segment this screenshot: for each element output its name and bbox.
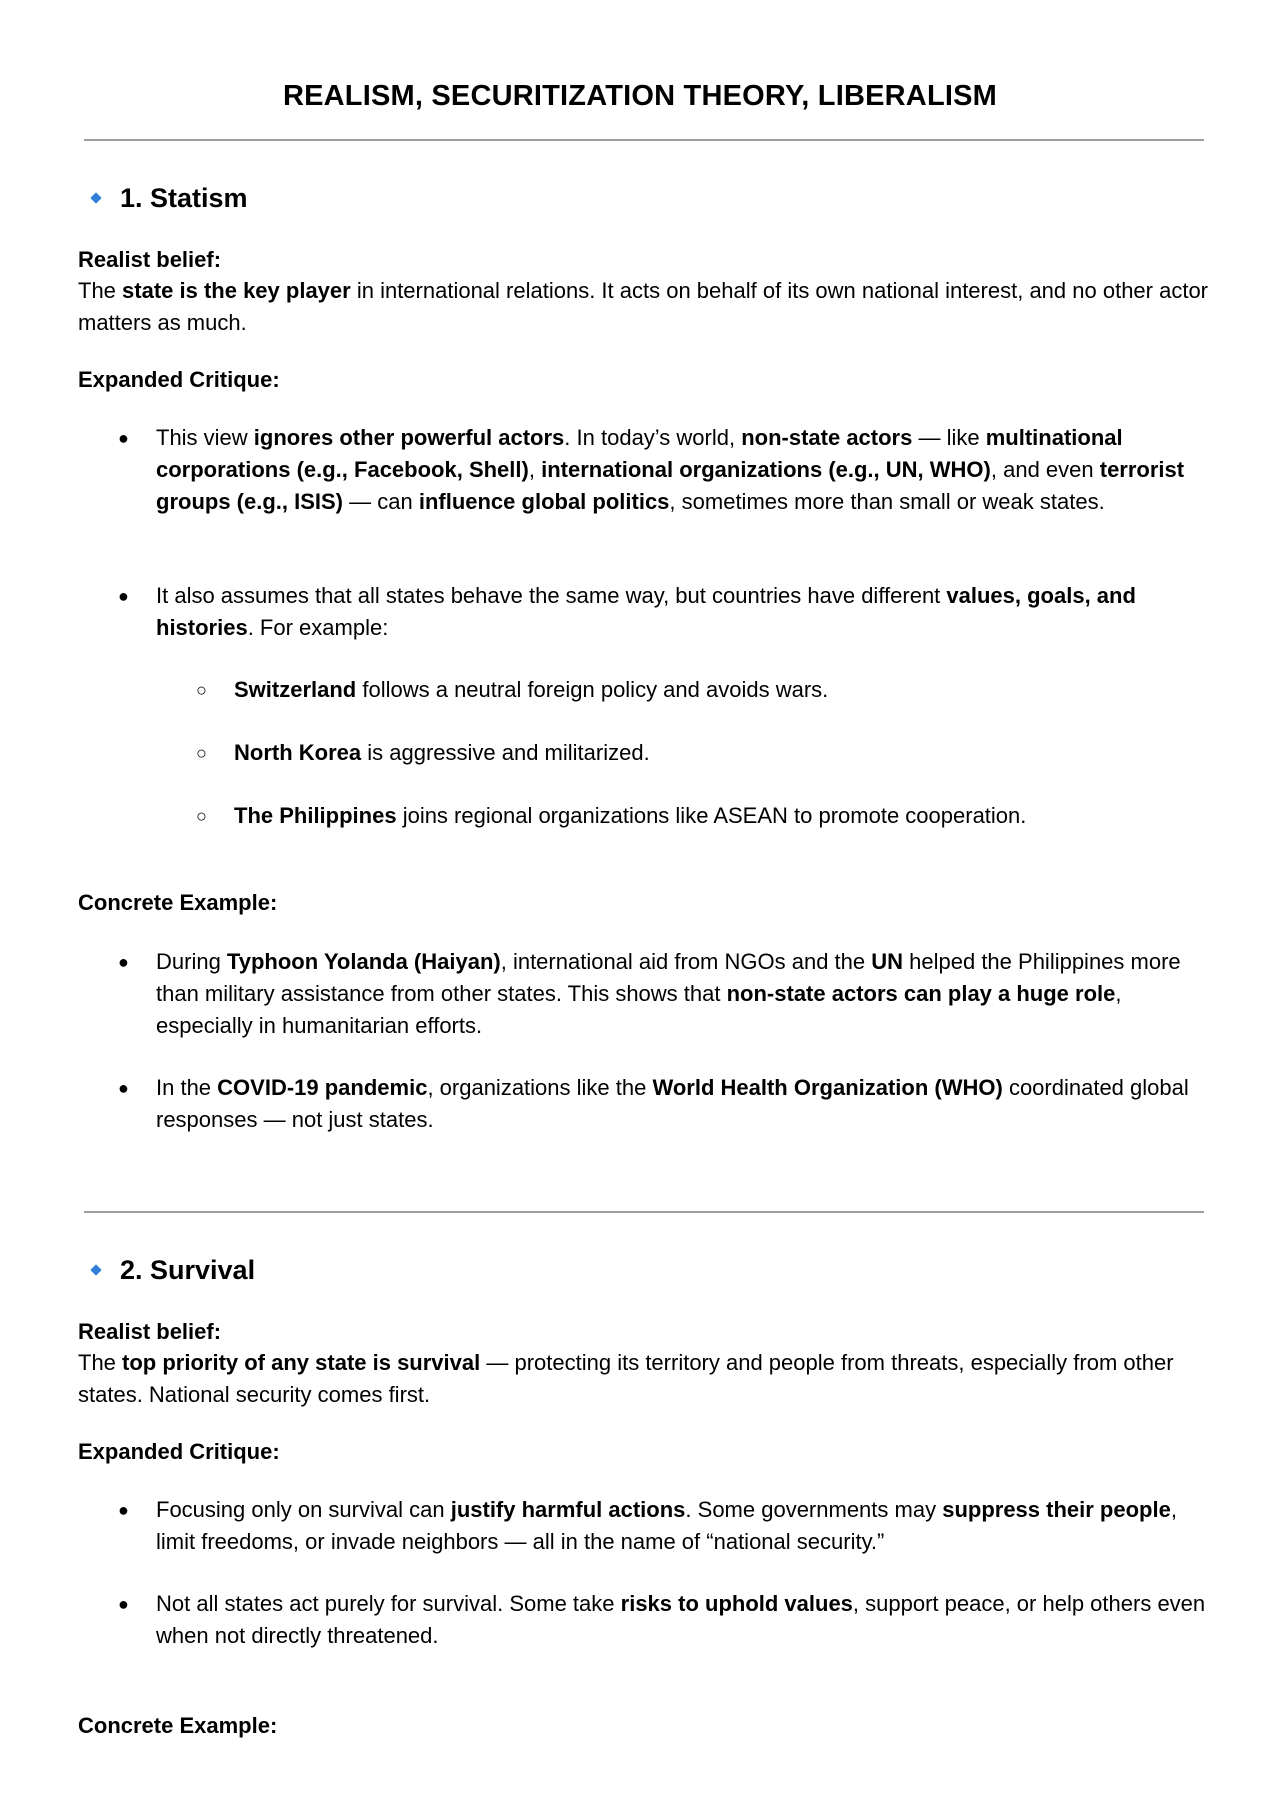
circle-bullet-icon: ○ bbox=[196, 680, 207, 700]
example-item: ○ North Korea is aggressive and militarized. bbox=[196, 737, 1214, 769]
section-heading-survival bbox=[88, 1253, 255, 1287]
expanded-critique-label: Expanded Critique: bbox=[78, 367, 280, 392]
critique-item: ● Focusing only on survival can justify harmful actions. Some governments may suppress their people, limit freedoms, or invade neighbors — all in the name of “national security.” bbox=[118, 1494, 1214, 1558]
diamond-bullet-icon bbox=[90, 1264, 101, 1275]
critique-item: ● It also assumes that all states behave the same way, but countries have different values, goals, and histories. For example: bbox=[118, 580, 1214, 644]
section-heading-text: 1. Statism bbox=[120, 183, 248, 213]
critique-item: ● This view ignores other powerful actors. In today’s world, non-state actors — like multinational corporations (e.g., Facebook, Shell), international organizations (e.g., UN, WHO), and even terrorist groups (e.g., ISIS) — can influence global politics, sometimes more than small or weak states. bbox=[118, 422, 1214, 518]
section-heading-statism bbox=[88, 181, 248, 215]
example-item: ○ Switzerland follows a neutral foreign policy and avoids wars. bbox=[196, 674, 1214, 706]
diamond-bullet-icon bbox=[90, 192, 101, 203]
section-heading-text: 2. Survival bbox=[120, 1255, 256, 1285]
section-divider bbox=[84, 1211, 1204, 1213]
document-title: REALISM, SECURITIZATION THEORY, LIBERALISM bbox=[282, 80, 998, 112]
bullet-icon: ● bbox=[118, 1078, 129, 1098]
realist-belief-text: The top priority of any state is survival — protecting its territory and people from threats, especially from other states. National security comes first. bbox=[78, 1350, 1174, 1407]
bullet-icon: ● bbox=[118, 1500, 129, 1520]
realist-belief-label: Realist belief: bbox=[78, 247, 222, 272]
bullet-icon: ● bbox=[118, 1594, 129, 1614]
bullet-icon: ● bbox=[118, 952, 129, 972]
concrete-example-item: ● In the COVID-19 pandemic, organizations like the World Health Organization (WHO) coordinated global responses — not just states. bbox=[118, 1072, 1214, 1136]
bullet-icon: ● bbox=[118, 586, 129, 606]
critique-item: ● Not all states act purely for survival. Some take risks to uphold values, support peace, or help others even when not directly threatened. bbox=[118, 1588, 1214, 1652]
circle-bullet-icon: ○ bbox=[196, 806, 207, 826]
circle-bullet-icon: ○ bbox=[196, 743, 207, 763]
expanded-critique-label: Expanded Critique: bbox=[78, 1439, 280, 1464]
realist-belief-label: Realist belief: bbox=[78, 1319, 222, 1344]
realist-belief-text: The state is the key player in international relations. It acts on behalf of its own national interest, and no other actor matters as much. bbox=[78, 278, 1209, 335]
concrete-example-item: ● During Typhoon Yolanda (Haiyan), international aid from NGOs and the UN helped the Philippines more than military assistance from other states. This shows that non-state actors can play a huge role, especially in humanitarian efforts. bbox=[118, 946, 1214, 1042]
example-item: ○ The Philippines joins regional organizations like ASEAN to promote cooperation. bbox=[196, 800, 1214, 832]
title-divider bbox=[84, 139, 1204, 141]
concrete-example-label: Concrete Example: bbox=[78, 890, 278, 915]
bullet-icon: ● bbox=[118, 428, 129, 448]
concrete-example-label: Concrete Example: bbox=[78, 1713, 278, 1738]
